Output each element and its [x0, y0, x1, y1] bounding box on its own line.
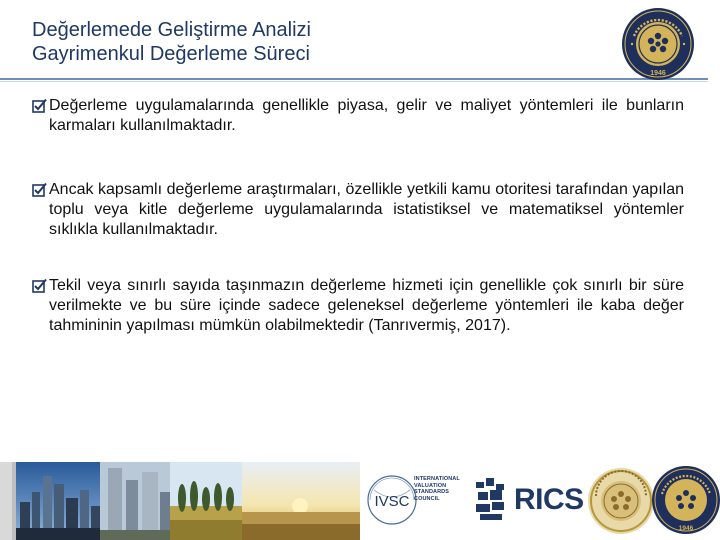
- rics-emblem-icon: [470, 472, 514, 528]
- navy-university-seal-icon: [650, 464, 720, 536]
- title-line-1: Değerlemede Geliştirme Analizi: [32, 19, 312, 41]
- bullet-text: Ancak kapsamlı değerleme araştırmaları, özellikle yetkili kamu otoritesi tarafından yapılan toplu veya kitle değerleme uygulamalarında istatistiksel ve matematiksel yöntemler sıklıkla kullanılmaktadır.: [49, 181, 684, 238]
- rics-label: RICS: [514, 483, 584, 516]
- footer-banner: [0, 462, 720, 540]
- rics-logo: [470, 472, 586, 528]
- seal-year: 1946: [650, 70, 666, 77]
- slide-title: [32, 18, 592, 66]
- title-divider: [0, 78, 708, 80]
- gold-university-seal-icon: [586, 466, 656, 536]
- bullet-item: [32, 276, 684, 336]
- countryside-trees-photo: [170, 462, 242, 540]
- footer-seal-year: 1946: [678, 525, 694, 532]
- ankara-university-seal-icon: [620, 6, 696, 82]
- bullet-text: Değerleme uygulamalarında genellikle piyasa, gelir ve maliyet yöntemleri ile bunların karmaları kullanılmaktadır.: [49, 97, 684, 134]
- checkbox-bullet-icon: [32, 278, 48, 294]
- bullet-list: [32, 96, 684, 336]
- modern-towers-photo: [100, 462, 170, 540]
- city-skyline-photo: [16, 462, 100, 540]
- title-divider-thin: [0, 81, 708, 82]
- checkbox-bullet-icon: [32, 182, 48, 198]
- sunset-field-photo: [242, 462, 360, 540]
- footer-side-bar: [0, 462, 12, 540]
- ivsc-council-name: INTERNATIONAL VALUATION STANDARDS COUNCIL: [414, 476, 460, 502]
- title-line-2: Gayrimenkul Değerleme Süreci: [32, 43, 310, 65]
- bullet-item: [32, 180, 684, 240]
- partner-logos: [360, 462, 720, 540]
- ivsc-label: IVSC: [374, 493, 410, 510]
- bullet-item: [32, 96, 684, 136]
- checkbox-bullet-icon: [32, 98, 48, 114]
- bullet-text: Tekil veya sınırlı sayıda taşınmazın değerleme hizmeti için genellikle çok sınırlı bir süre verilmekte ve bu süre içinde sadece geleneksel değerleme yöntemleri ile kaba değer tahmininin yapılması mümkün olabilmektedir (Tanrıvermiş, 2017).: [49, 277, 684, 334]
